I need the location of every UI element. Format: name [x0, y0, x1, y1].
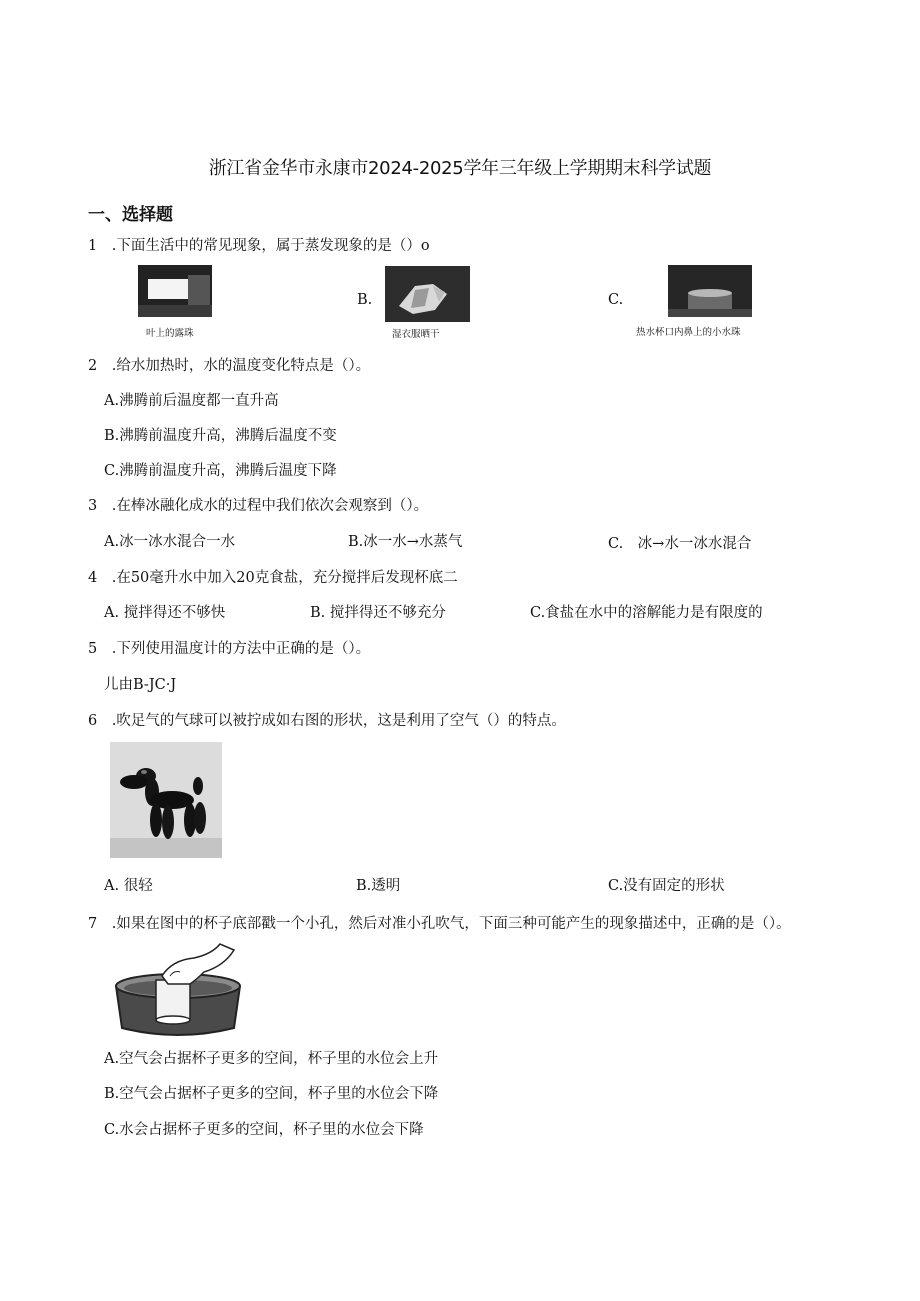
question-7-text: 7 .如果在图中的杯子底部戳一个小孔，然后对准小孔吹气，下面三种可能产生的现象描述中，正确的是（）。 [88, 916, 791, 932]
question-2-option-b: B.沸腾前温度升高，沸腾后温度不变 [104, 428, 337, 444]
question-3-option-a: A.冰一冰水混合一水 [104, 534, 236, 550]
clothes-drying-image [385, 266, 470, 322]
option-a-caption: 叶上的露珠 [146, 328, 194, 339]
question-4-option-a: A. 搅拌得还不够快 [104, 605, 226, 621]
question-7-option-c: C.水会占据杯子更多的空间，杯子里的水位会下降 [104, 1122, 424, 1138]
question-2-text: 2 .给水加热时，水的温度变化特点是（）。 [88, 358, 371, 374]
option-b-caption: 湿衣服晒干 [392, 329, 440, 340]
cup-in-water-basin-image [108, 940, 246, 1040]
question-1-text: 1 .下面生活中的常见现象，属于蒸发现象的是（）o [88, 238, 430, 254]
section-heading: 一、选择题 [88, 205, 173, 225]
option-c-caption: 热水杯口内鼻上的小水珠 [636, 327, 741, 338]
question-3-option-c: C. 冰→水一冰水混合 [608, 536, 752, 552]
balloon-dog-image [110, 742, 222, 858]
question-3-option-b: B.冰一水→水蒸气 [348, 534, 463, 550]
question-6-option-c: C.没有固定的形状 [608, 878, 725, 894]
question-7-option-b: B.空气会占据杯子更多的空间，杯子里的水位会下降 [104, 1086, 439, 1102]
option-b-label: B. [357, 292, 373, 308]
question-4-option-c: C.食盐在水中的溶解能力是有限度的 [530, 605, 763, 621]
question-5-garbled-options: 儿由B-JC·J [104, 677, 177, 693]
dew-on-leaf-image [138, 265, 212, 317]
question-4-option-b: B. 搅拌得还不够充分 [310, 605, 446, 621]
question-5-text: 5 .下列使用温度计的方法中正确的是（）。 [88, 641, 371, 657]
question-6-option-a: A. 很轻 [104, 878, 153, 894]
question-2-option-a: A.沸腾前后温度都一直升高 [104, 393, 279, 409]
question-4-text: 4 .在50毫升水中加入20克食盐，充分搅拌后发现杯底二 [88, 570, 458, 586]
page-title: 浙江省金华市永康市2024-2025学年三年级上学期期末科学试题 [208, 158, 712, 179]
option-c-label: C. [608, 292, 624, 308]
question-7-option-a: A.空气会占据杯子更多的空间，杯子里的水位会上升 [104, 1051, 439, 1067]
hot-cup-droplets-image [668, 265, 752, 317]
question-6-option-b: B.透明 [356, 878, 401, 894]
question-2-option-c: C.沸腾前温度升高，沸腾后温度下降 [104, 463, 337, 479]
question-6-text: 6 .吹足气的气球可以被拧成如右图的形状，这是利用了空气（）的特点。 [88, 713, 566, 729]
question-3-text: 3 .在棒冰融化成水的过程中我们依次会观察到（）。 [88, 498, 429, 514]
